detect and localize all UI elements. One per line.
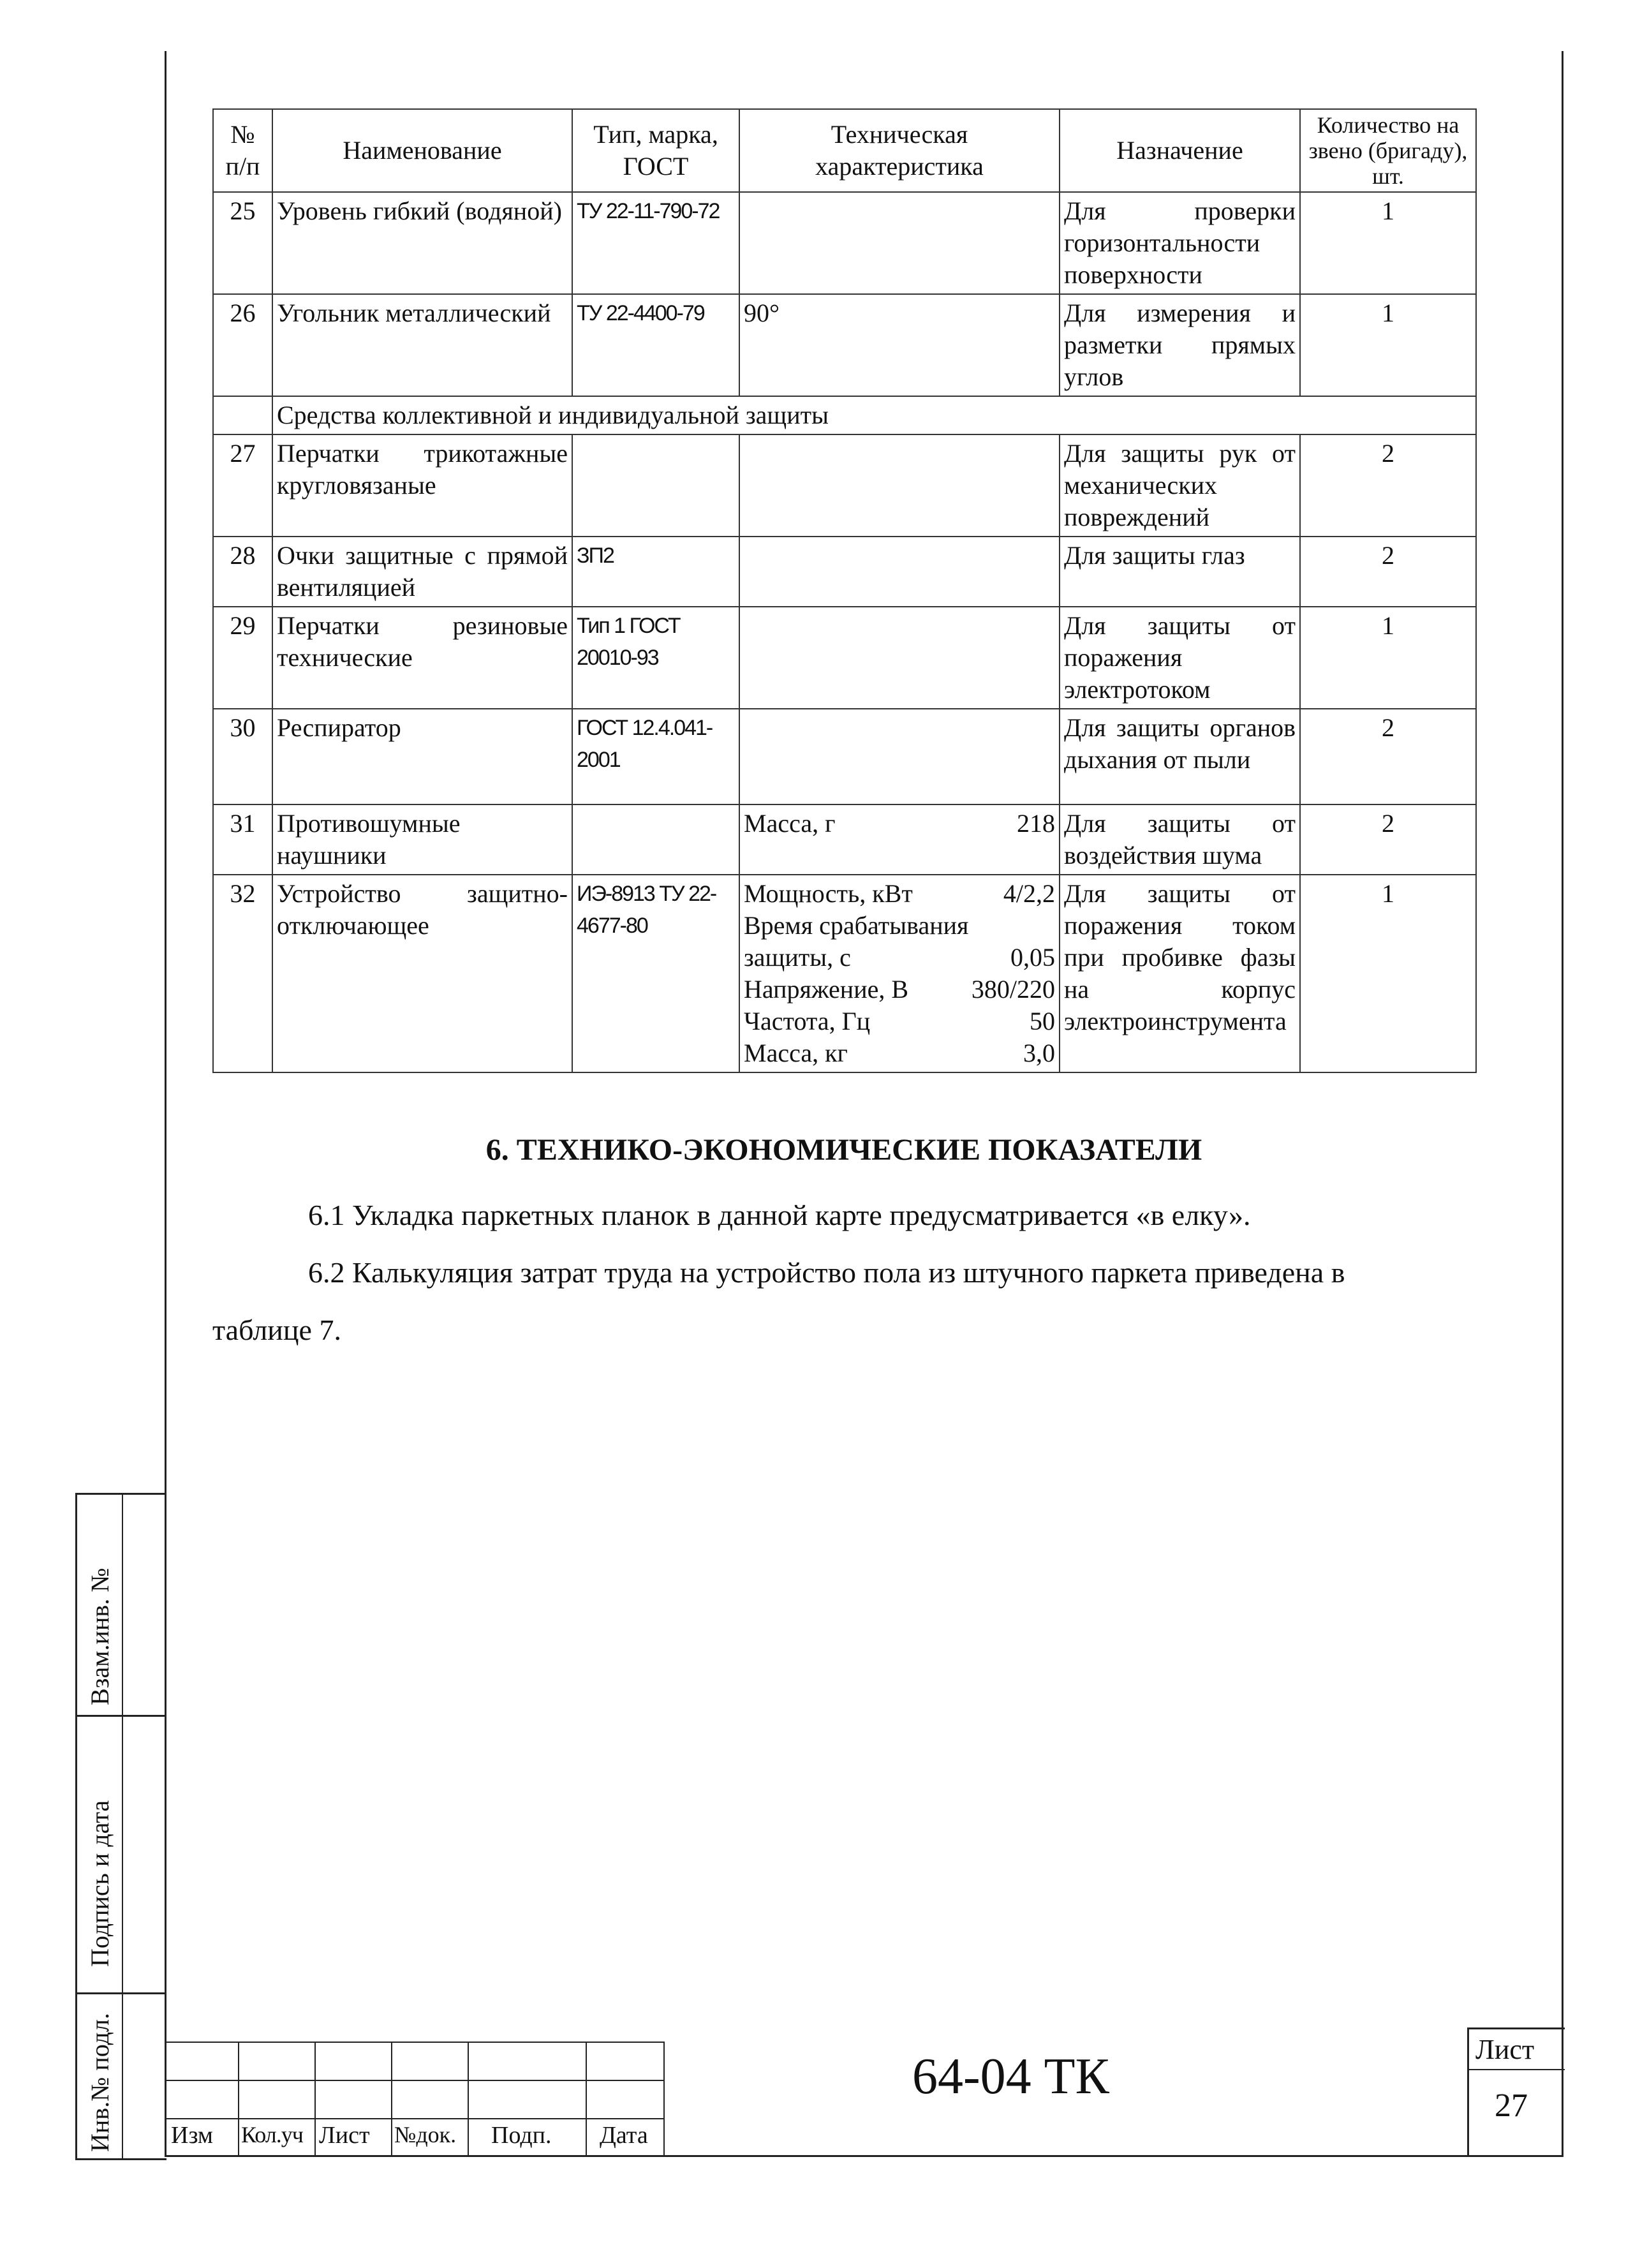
- spec-line: [744, 878, 1055, 910]
- header-spec: Техническая характеристика: [739, 109, 1060, 192]
- cell-spec: [739, 607, 1060, 709]
- table-row: [213, 607, 1476, 709]
- cell-num: 31: [213, 804, 272, 875]
- cell-purpose: Для защиты от воздействия шума: [1060, 804, 1300, 875]
- cell-type: [572, 434, 739, 537]
- document-code: 64-04 ТК: [912, 2049, 1109, 2105]
- cell-num: 30: [213, 709, 272, 804]
- page-frame-right: [1562, 51, 1563, 2156]
- header-purpose: Назначение: [1060, 109, 1300, 192]
- spec-line: [744, 808, 1055, 840]
- cell-qty: 1: [1300, 294, 1476, 396]
- cell-qty: 2: [1300, 709, 1476, 804]
- cell-type: ГОСТ 12.4.041-2001: [572, 709, 739, 804]
- spec-label: Масса, г: [744, 809, 836, 838]
- stamp-line: [468, 2042, 469, 2156]
- spec-label: Масса, кг: [744, 1039, 848, 1067]
- cell-qty: 2: [1300, 434, 1476, 537]
- cell-purpose: Для защиты от поражения электротоком: [1060, 607, 1300, 709]
- spec-line: [744, 942, 1055, 974]
- cell-purpose: Для проверки горизонтальности поверхности: [1060, 192, 1300, 294]
- cell-name: Угольник металлический: [272, 294, 572, 396]
- cell-name: Респиратор: [272, 709, 572, 804]
- cell-qty: 1: [1300, 607, 1476, 709]
- cell-type: Тип 1 ГОСТ 20010-93: [572, 607, 739, 709]
- stamp-line: [165, 2042, 663, 2043]
- cell-spec: [739, 537, 1060, 607]
- stamp-line: [314, 2042, 316, 2156]
- section-title: Средства коллективной и индивидуальной защиты: [272, 396, 1476, 434]
- spec-label: Напряжение, В: [744, 975, 909, 1004]
- stamp-line: [586, 2042, 587, 2156]
- section-heading: 6. ТЕХНИКО-ЭКОНОМИЧЕСКИЕ ПОКАЗАТЕЛИ: [485, 1133, 1202, 1167]
- spec-label: защиты, с: [744, 943, 851, 972]
- spec-line: [744, 974, 1055, 1005]
- cell-num: 27: [213, 434, 272, 537]
- stamp-kol-uch: Кол.уч: [241, 2122, 303, 2147]
- signature-date-label: Подпись и дата: [85, 1800, 114, 1967]
- cell-spec: [739, 434, 1060, 537]
- spec-value: 0,05: [1010, 943, 1055, 972]
- stamp-line: [165, 2080, 663, 2081]
- stamp-izm: Изм: [171, 2122, 213, 2149]
- sheet-label: Лист: [1475, 2034, 1535, 2065]
- spec-label: Время срабатывания: [744, 911, 969, 940]
- cell-purpose: Для защиты органов дыхания от пыли: [1060, 709, 1300, 804]
- cell-spec: 90°: [739, 294, 1060, 396]
- cell-name: Очки защитные с прямой вентиляцией: [272, 537, 572, 607]
- stamp-line: [391, 2042, 392, 2156]
- header-qty: Количество на звено (бригаду), шт.: [1300, 109, 1476, 192]
- table-row: [213, 875, 1476, 1072]
- paragraph-6-1: 6.1 Укладка паркетных планок в данной карте предусматривается «в елку».: [308, 1199, 1251, 1231]
- cell-num: 29: [213, 607, 272, 709]
- strip-divider: [77, 1992, 166, 1994]
- header-name: Наименование: [272, 109, 572, 192]
- spec-line: [744, 1037, 1055, 1069]
- spec-line: [744, 1005, 1055, 1037]
- stamp-line: [165, 2118, 663, 2119]
- sheet-number: 27: [1495, 2087, 1528, 2124]
- cell-spec: [739, 709, 1060, 804]
- spec-value: 3,0: [1023, 1039, 1055, 1067]
- vzam-inv-label: Взам.инв. №: [85, 1568, 114, 1705]
- spec-line: [744, 910, 1055, 942]
- stamp-line: [238, 2042, 239, 2156]
- header-num: № п/п: [213, 109, 272, 192]
- cell-type: ИЭ-8913 ТУ 22-4677-80: [572, 875, 739, 1072]
- inv-podl-label: Инв.№ подл.: [85, 2013, 114, 2152]
- spec-value: 50: [1030, 1007, 1055, 1035]
- cell-qty: 2: [1300, 537, 1476, 607]
- side-approval-strip: [75, 1493, 166, 2160]
- cell-purpose: Для защиты от поражения током при пробивке фазы на корпус электроинструмента: [1060, 875, 1300, 1072]
- table-row: [213, 537, 1476, 607]
- cell-purpose: Для защиты глаз: [1060, 537, 1300, 607]
- spec-value: 218: [1017, 809, 1055, 838]
- cell-name: Уровень гибкий (водяной): [272, 192, 572, 294]
- sheet-box: [1467, 2027, 1565, 2157]
- stamp-ndok: №док.: [394, 2122, 457, 2147]
- table-header-row: [213, 109, 1476, 192]
- cell-spec: [739, 875, 1060, 1072]
- table-row: [213, 709, 1476, 804]
- table-row: [213, 294, 1476, 396]
- cell-name: Противошумные наушники: [272, 804, 572, 875]
- spec-label: Частота, Гц: [744, 1007, 871, 1035]
- stamp-line: [663, 2042, 665, 2156]
- spec-value: 380/220: [971, 975, 1055, 1004]
- stamp-list: Лист: [319, 2122, 370, 2149]
- cell-name: Перчатки резиновые технические: [272, 607, 572, 709]
- cell-name: Перчатки трикотажные кругловязаные: [272, 434, 572, 537]
- cell-type: ЗП2: [572, 537, 739, 607]
- cell-type: ТУ 22-11-790-72: [572, 192, 739, 294]
- header-type: Тип, марка, ГОСТ: [572, 109, 739, 192]
- section-num-empty: [213, 396, 272, 434]
- cell-qty: 2: [1300, 804, 1476, 875]
- paragraph-6-2-line2: таблице 7.: [212, 1314, 341, 1346]
- stamp-podp: Подп.: [491, 2122, 552, 2149]
- table-row: [213, 434, 1476, 537]
- cell-num: 32: [213, 875, 272, 1072]
- table-row: [213, 804, 1476, 875]
- strip-divider: [77, 1715, 166, 1717]
- cell-purpose: Для защиты рук от механических повреждений: [1060, 434, 1300, 537]
- cell-qty: 1: [1300, 875, 1476, 1072]
- paragraph-6-2-line1: 6.2 Калькуляция затрат труда на устройство пола из штучного паркета приведена в: [308, 1256, 1345, 1289]
- cell-qty: 1: [1300, 192, 1476, 294]
- table-row: [213, 192, 1476, 294]
- cell-type: ТУ 22-4400-79: [572, 294, 739, 396]
- cell-num: 28: [213, 537, 272, 607]
- cell-num: 26: [213, 294, 272, 396]
- cell-spec: [739, 804, 1060, 875]
- cell-num: 25: [213, 192, 272, 294]
- sheet-box-divider: [1469, 2069, 1565, 2070]
- cell-purpose: Для измерения и разметки прямых углов: [1060, 294, 1300, 396]
- stamp-data: Дата: [600, 2122, 648, 2149]
- tools-table: [212, 108, 1477, 1073]
- spec-value: 4/2,2: [1003, 879, 1055, 908]
- section-row: [213, 396, 1476, 434]
- cell-spec: [739, 192, 1060, 294]
- cell-type: [572, 804, 739, 875]
- cell-name: Устройство защитно-отключающее: [272, 875, 572, 1072]
- spec-label: Мощность, кВт: [744, 879, 913, 908]
